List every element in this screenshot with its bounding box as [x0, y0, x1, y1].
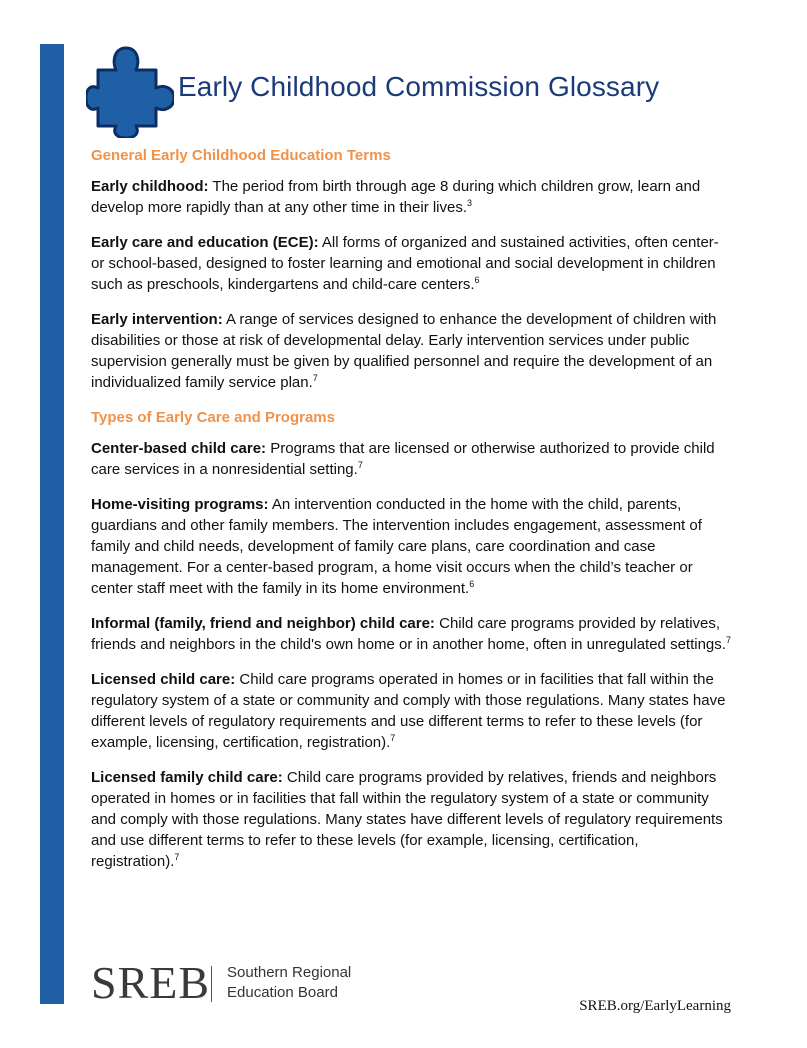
- glossary-entry: [91, 613, 731, 655]
- glossary-entry: [91, 176, 731, 218]
- page-title: Early Childhood Commission Glossary: [178, 71, 660, 102]
- website-link[interactable]: SREB.org/EarlyLearning: [579, 998, 731, 1014]
- footnote-ref: 6: [469, 579, 475, 589]
- org-name: [227, 963, 351, 1003]
- glossary-definition: All forms of organized and sustained activities, often center- or school-based, designed to foster learning and emotional and social development in children such as preschools, kindergartens and child-care centers.: [91, 234, 719, 293]
- glossary-term: Licensed child care:: [91, 671, 236, 688]
- glossary-definition: Child care programs provided by relatives, friends and neighbors in the child's own home or in another home, often in unregulated settings.: [91, 615, 726, 653]
- glossary-definition: Programs that are licensed or otherwise authorized to provide child care services in a nonresidential setting.: [91, 440, 715, 478]
- glossary-term: Early intervention:: [91, 311, 223, 328]
- glossary-term: Early care and education (ECE):: [91, 234, 319, 251]
- footnote-ref: 7: [725, 635, 731, 645]
- glossary-term: Center-based child care:: [91, 440, 267, 457]
- glossary-entry: [91, 494, 731, 599]
- glossary-content: [91, 147, 731, 886]
- glossary-entry: [91, 309, 731, 393]
- glossary-definition: The period from birth through age 8 during which children grow, learn and develop more rapidly than at any other time in their lives.: [91, 178, 701, 216]
- section-heading: Types of Early Care and Programs: [91, 409, 335, 426]
- glossary-entry: [91, 438, 731, 480]
- footer: [91, 957, 731, 1014]
- footnote-ref: 6: [474, 275, 480, 285]
- glossary-term: Early childhood:: [91, 178, 209, 195]
- glossary-definition: Child care programs provided by relatives, friends and neighbors operated in homes or in facilities that fall within the regulatory system of a state or community and comply with those regulations. Many states have different levels of regulatory requirements and use different terms to refer to these levels (for example, licensing, certification, registration).: [91, 769, 723, 870]
- footnote-ref: 7: [357, 460, 363, 470]
- glossary-term: Informal (family, friend and neighbor) child care:: [91, 615, 435, 632]
- glossary-definition: A range of services designed to enhance the development of children with disabilities or those at risk of developmental delay. Early intervention services under public supervision generally must be given by qualified personnel and require the development of an individualized family service plan.: [91, 311, 717, 391]
- footnote-ref: 3: [467, 198, 473, 208]
- glossary-entry: [91, 669, 731, 753]
- glossary-term: Licensed family child care:: [91, 769, 283, 786]
- puzzle-piece-icon: [86, 44, 174, 138]
- glossary-definition: An intervention conducted in the home with the child, parents, guardians and other family members. The intervention includes engagement, assessment of family and child needs, development of family care plans, care coordination and case management. For a center-based program, a home visit occurs when the child’s teacher or center staff meet with the family in its home environment.: [91, 496, 702, 597]
- glossary-definition: Child care programs operated in homes or in facilities that fall within the regulatory system of a state or community and comply with those regulations. Many states have different levels of regulatory requirements and use different terms to refer to these levels (for example, licensing, certification, registration).: [91, 671, 726, 751]
- footnote-ref: 7: [174, 852, 180, 862]
- logo-divider: [211, 966, 212, 1002]
- glossary-term: Home-visiting programs:: [91, 496, 269, 513]
- section-heading: General Early Childhood Education Terms: [91, 147, 391, 164]
- footnote-ref: 7: [390, 733, 396, 743]
- org-name-line2: Education Board: [227, 984, 338, 1001]
- glossary-entry: [91, 767, 731, 872]
- glossary-entry: [91, 232, 731, 295]
- footnote-ref: 7: [312, 373, 318, 383]
- sreb-logo-text: SREB: [91, 957, 211, 1008]
- left-accent-bar: [40, 44, 64, 1004]
- org-name-line1: Southern Regional: [227, 964, 352, 981]
